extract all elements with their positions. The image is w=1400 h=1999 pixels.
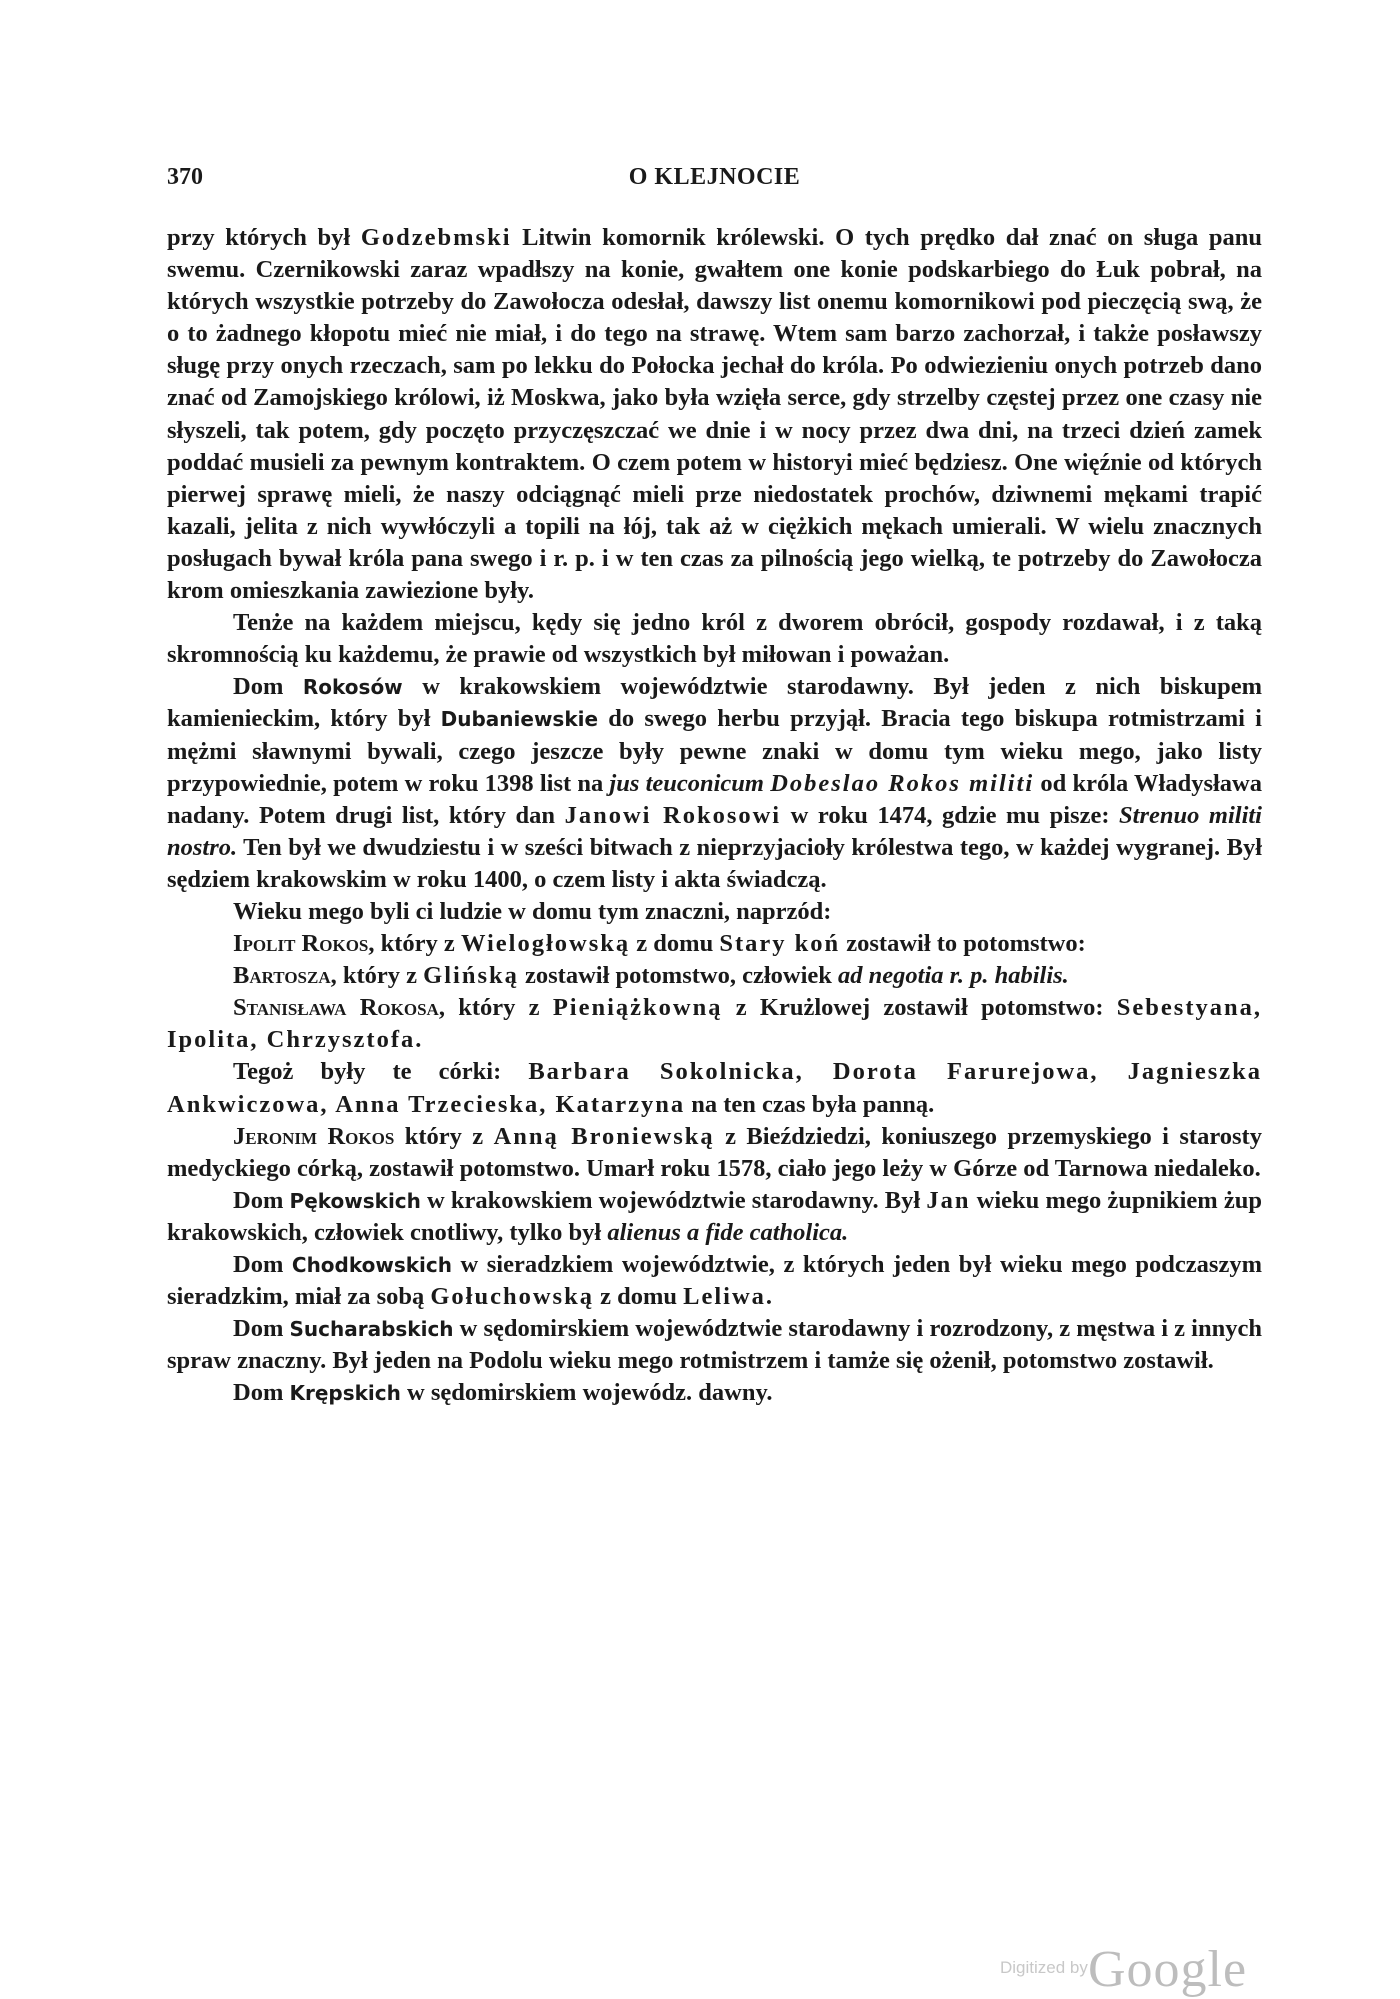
paragraph — [167, 222, 1262, 607]
text-run: od króla Władysława nadany. Potem drugi list, który dan — [167, 769, 1263, 829]
digitized-by-google-watermark — [1000, 1940, 1260, 1998]
text-run-sp: Stary koń — [719, 930, 841, 958]
text-run-sc: Stanisława Rokosa — [233, 994, 439, 1022]
text-run: Dom — [233, 1186, 290, 1214]
text-run-sp: Godzebmski — [360, 224, 512, 251]
text-run-sp: Wielogłowską — [460, 930, 631, 958]
text-run: Litwin komornik królewski. O tych prędko dał znać on sługa panu swemu. Czernikowski zaraz wpadłszy na konie, gwałtem one konie podskarbiego do Łuk pobrał, na których wszystkie potrzeby do Zawołocza odesłał, dawszy list onemu komornikowi pod pieczęcią swą, że o to żadnego kłopotu mieć nie miał, i do tego na strawę. Wtem sam barzo zachorzał, i także posławszy sługę przy onych rzeczach, sam po lekku do Połocka jechał do króla. Po odwiezieniu onych potrzeb dano znać od Zamojskiego królowi, iż Moskwa, jako była wzięła serce, gdy strzelby częstej przez one czasy nie słyszeli, tak potem, gdy poczęto przyczęszczać we dnie i w nocy przez dwa dni, na trzeci dzień zamek poddać musieli za pewnym kontraktem. O czem potem w historyi mieć będziesz. One więźnie od których pierwej sprawę mieli, że naszy odciągnąć mieli prze niedostatek prochów, dziwnemi mękami trapić kazali, jelita z nich wywłóczyli a topili na łój, tak aż w ciężkich mękach umierali. W wielu znacznych posługach bywał króla pana swego i r. p. i w ten czas za pilnością jego wielką, te potrzeby do Zawołocza krom omieszkania zawiezione były. — [167, 224, 1262, 605]
text-run: w sędomirskiem wojewódz. dawny. — [400, 1379, 773, 1407]
text-run: na ten czas była panną. — [685, 1090, 935, 1118]
text-run: z Krużlowej zostawił potomstwo: — [722, 994, 1117, 1022]
text-run-sc: Ipolit Rokos — [233, 930, 369, 958]
text-run-sp: Jan — [926, 1186, 971, 1214]
paragraph — [167, 1185, 1262, 1249]
text-run-bl: Chodkowskich — [291, 1253, 452, 1277]
running-title: O KLEJNOCIE — [628, 164, 801, 190]
page-header — [167, 164, 1262, 196]
text-run: z Bieździedzi, koniuszego przemyskiego i starosty medyckiego córką, zostawił potomstwo. Umarł roku 1578, ciało jego leży w Górze od Tarnowa niedaleko. — [167, 1122, 1262, 1182]
text-run-sp: Gołuchowską — [430, 1283, 594, 1311]
text-run: zostawił potomstwo, człowiek — [518, 962, 839, 990]
paragraph — [167, 1249, 1262, 1313]
text-run: Dom — [233, 1379, 290, 1407]
paragraph — [167, 960, 1262, 992]
text-run-sp: Sebestyana, Ipolita, Chrzysztofa. — [167, 994, 1262, 1054]
text-run: w sędomirskiem województwie starodawny i rozrodzony, z męstwa i z innych spraw znaczny. Był jeden na Podolu wieku mego rotmistrzem i tamże się ożenił, potomstwo zostawił. — [167, 1315, 1262, 1375]
text-run: Ten był we dwudziestu i w sześci bitwach z nieprzyjacioły królestwa tego, w każdej wygranej. Był sędziem krakowskim w roku 1400, o czem listy i akta świadczą. — [167, 833, 1262, 893]
paragraph — [167, 671, 1262, 896]
text-run: w sieradzkiem województwie, z których jeden był wieku mego podczaszym sieradzkim, miał za sobą — [167, 1251, 1262, 1311]
text-run: w krakowskiem województwie starodawny. Był jeden z nich biskupem kamienieckim, który był — [167, 673, 1262, 733]
text-run: przy których był — [167, 224, 361, 251]
text-run-sc: Bartosza — [233, 962, 331, 990]
text-run-sp: Janowi Rokosowi — [564, 801, 782, 829]
paragraph — [167, 1313, 1262, 1377]
body-text — [167, 222, 1262, 1409]
text-run: , który z — [438, 994, 553, 1022]
text-run: wieku mego żupnikiem żup krakowskich, człowiek cnotliwy, tylko był — [167, 1186, 1263, 1246]
text-run-sp: Barbara Sokolnicka, Dorota Farurejowa, Jagnieszka Ankwiczowa, Anna Trzecieska, Katarzyna — [167, 1058, 1262, 1118]
text-run-it: ad negotia r. p. habilis. — [838, 962, 1069, 990]
text-run: który z — [394, 1122, 494, 1150]
paragraph — [167, 1121, 1262, 1185]
text-run-sp: Leliwa. — [683, 1283, 775, 1311]
text-run: Wieku mego byli ci ludzie w domu tym znaczni, naprzód: — [233, 897, 832, 925]
text-run: Tegoż były te córki: — [233, 1058, 529, 1086]
text-run: w krakowskiem województwie starodawny. Był — [420, 1186, 927, 1214]
text-run: w roku 1474, gdzie mu pisze: — [781, 801, 1120, 829]
text-run: Tenże na każdem miejscu, kędy się jedno król z dworem obrócił, gospody rozdawał, i z taką skromnością ku każdemu, że prawie od wszystkich był miłowan i poważan. — [167, 609, 1262, 669]
text-run: z domu — [593, 1283, 684, 1311]
text-run-it: jus teuconicum — [609, 769, 764, 797]
paragraph — [167, 607, 1262, 671]
paragraph — [167, 928, 1262, 960]
text-run-bl: Dubaniewskie — [440, 707, 599, 732]
text-run: z domu — [630, 930, 720, 958]
text-run: , który z — [330, 962, 424, 990]
paragraph — [167, 896, 1262, 928]
text-run: Dom — [233, 1251, 292, 1278]
paragraph — [167, 992, 1262, 1056]
text-run: Dom — [233, 673, 303, 701]
text-run-bl: Sucharabskich — [289, 1317, 454, 1342]
page-number: 370 — [167, 164, 203, 190]
text-run: do swego herbu przyjął. Bracia tego biskupa rotmistrzami i mężmi sławnymi bywali, czego jeszcze były pewne znaki w domu tym wieku mego, jako listy przypowiednie, potem w roku 1398 list na — [167, 705, 1262, 797]
text-run: , który z — [368, 930, 461, 958]
text-run-it: Strenuo militi nostro. — [167, 801, 1262, 861]
text-run-it: Dobeslao Rokos militi — [770, 769, 1035, 797]
text-run: Dom — [233, 1315, 290, 1343]
text-run: zostawił to potomstwo: — [840, 930, 1086, 958]
text-run-bl: Pękowskich — [289, 1188, 421, 1213]
text-run-sp: Pieniążkowną — [552, 994, 723, 1022]
paragraph — [167, 1377, 1262, 1409]
text-run-it: alienus a fide catholica. — [607, 1218, 849, 1246]
text-run-sp: Anną Broniewską — [493, 1122, 715, 1150]
digitized-label: Digitized by — [1000, 1958, 1088, 1977]
text-run-bl: Krępskich — [289, 1381, 401, 1406]
text-run-bl: Rokosów — [302, 675, 403, 700]
text-run-sp: Glińską — [423, 962, 519, 990]
paragraph — [167, 1056, 1262, 1120]
google-logo: Google — [1088, 1941, 1248, 1998]
text-run-sc: Jeronim Rokos — [233, 1122, 395, 1150]
